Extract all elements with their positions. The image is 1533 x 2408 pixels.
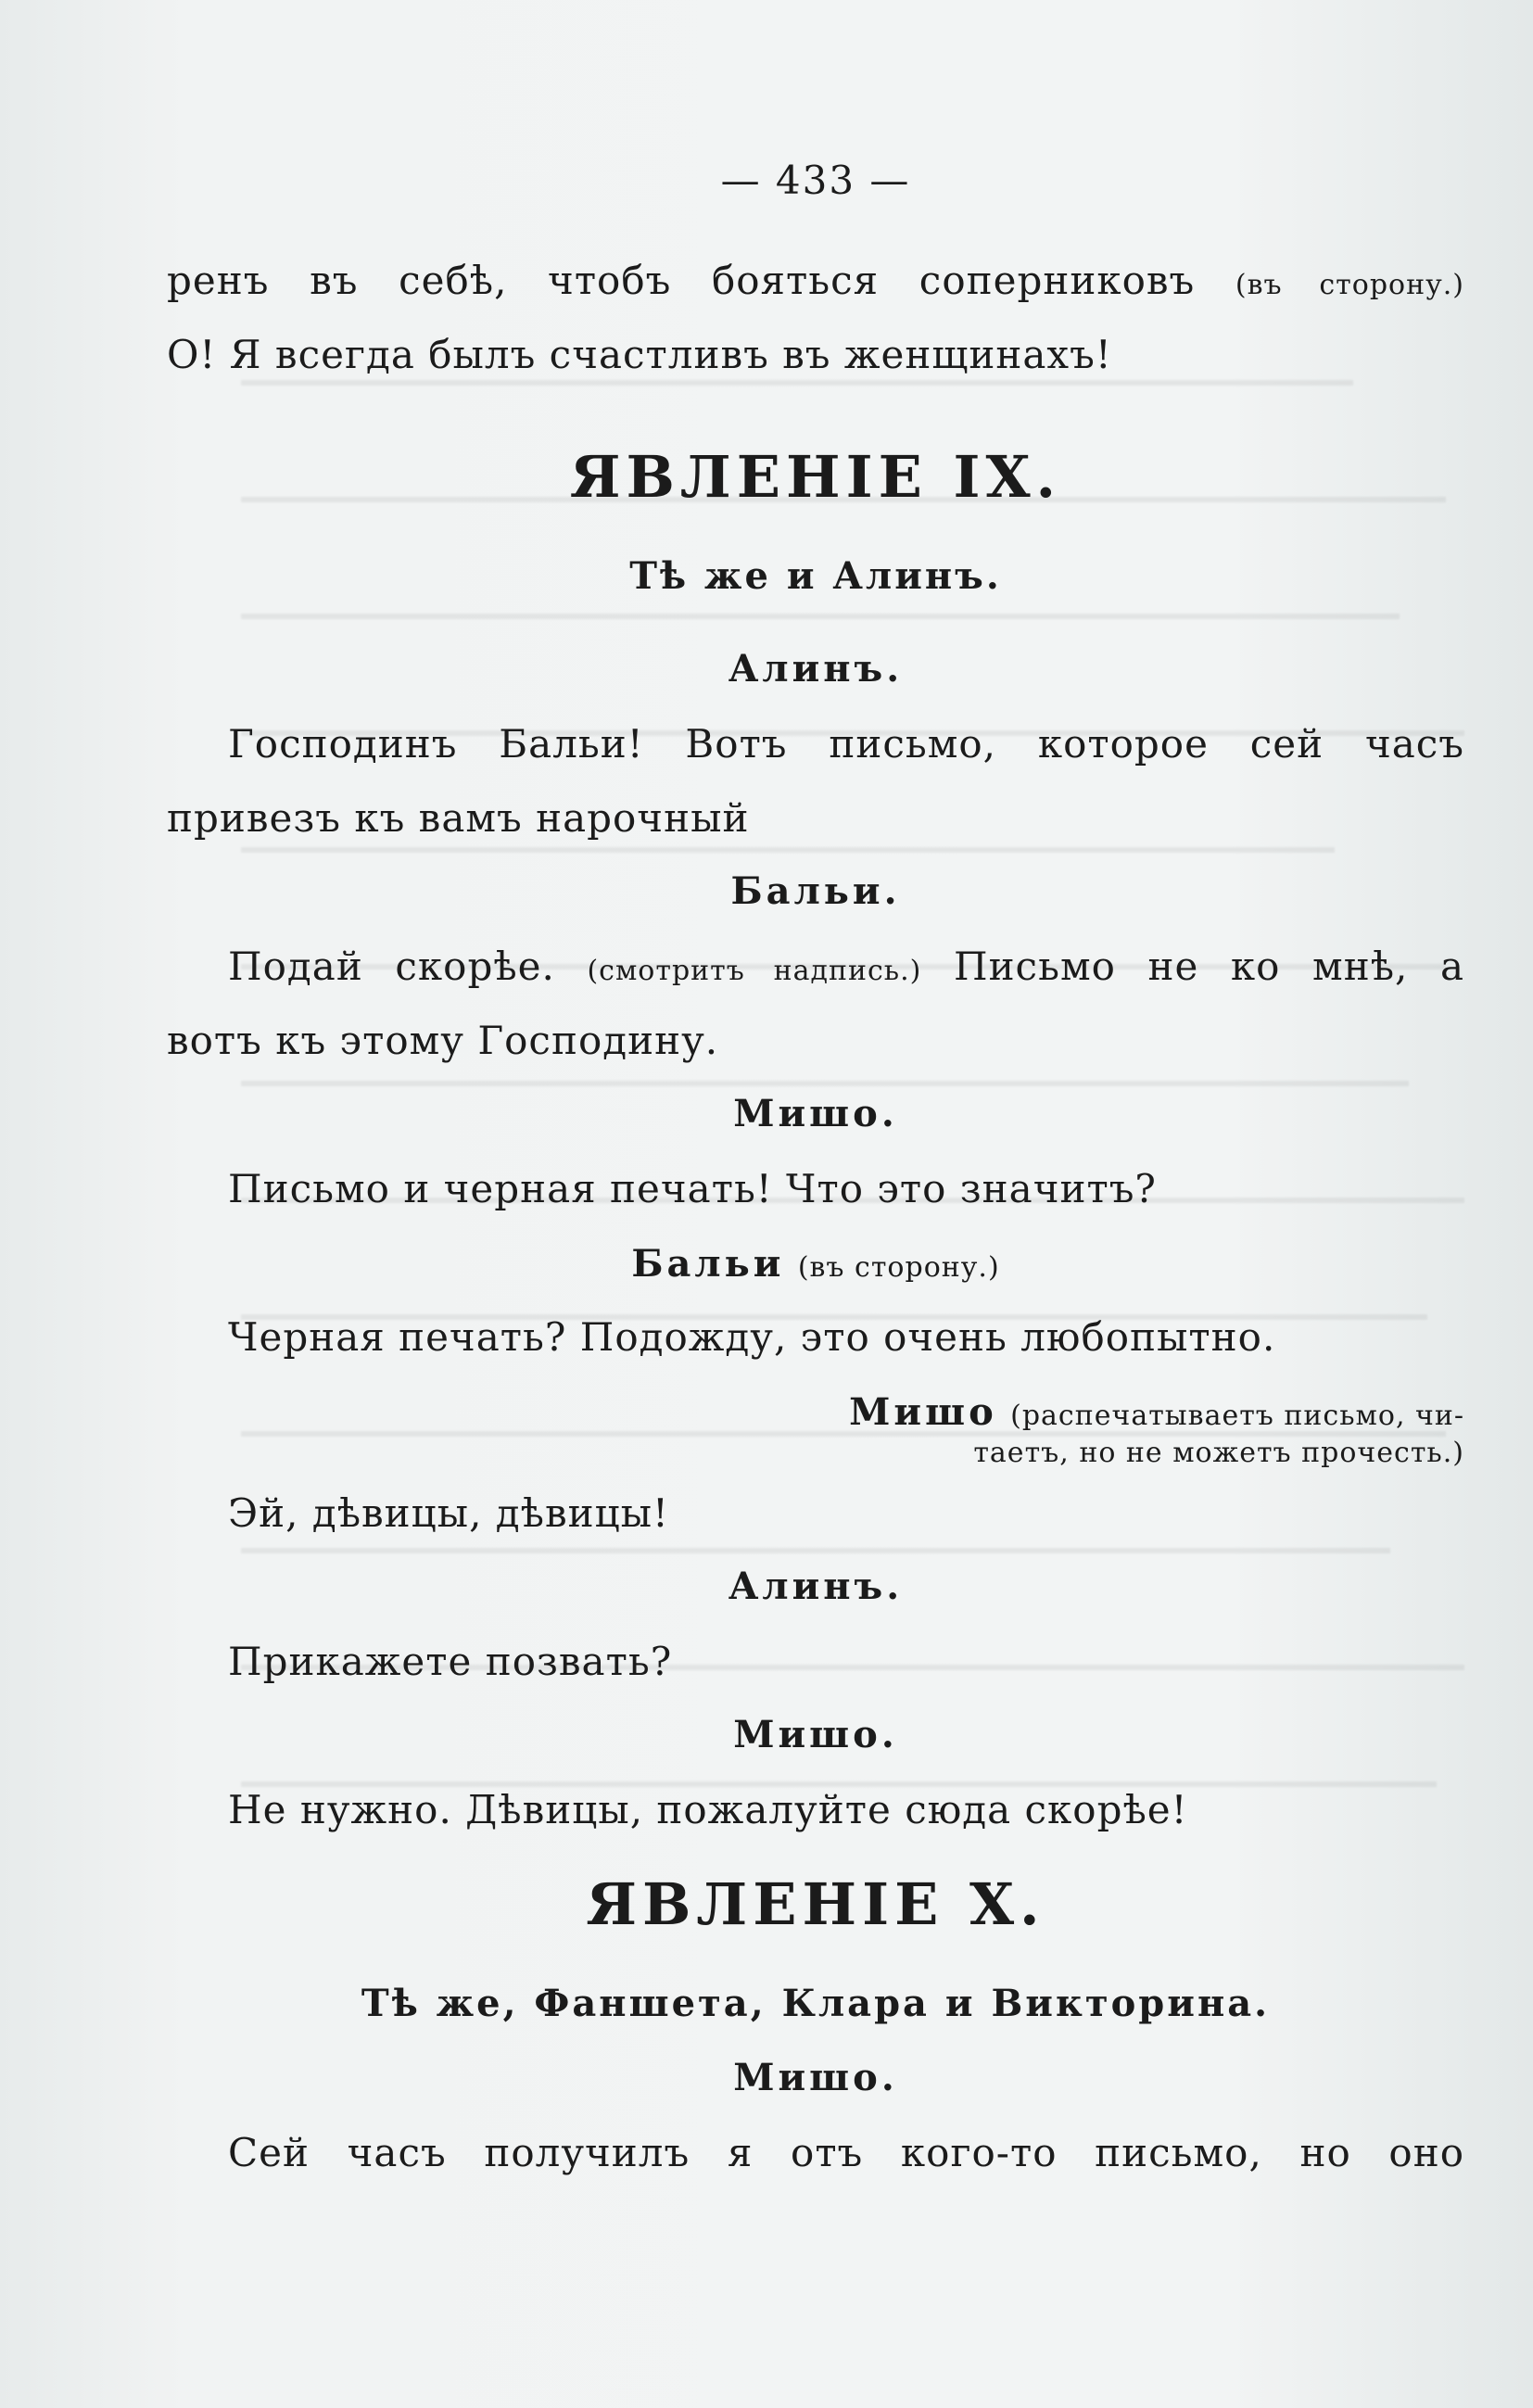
cast-line: Тѣ же и Алинъ. [629, 554, 1002, 598]
speaker-line [167, 1240, 1464, 1286]
text-line: Черная печать? Подожду, это очень любопытно. [228, 1314, 1276, 1360]
cast-line: Тѣ же, Фаншета, Клара и Викторина. [361, 1982, 1271, 2025]
speaker-line [167, 1388, 1464, 1434]
scene-heading: ЯВЛЕНІЕ X. [586, 1870, 1045, 1938]
speaker-name: Бальи. [730, 869, 901, 913]
speaker-name: Мишо. [733, 1092, 898, 1135]
page-number: — 433 — [720, 158, 911, 203]
text-line: Подай скорѣе. (смотритъ надпись.) Письмо не ко мнѣ, а [228, 944, 1464, 989]
speaker-name: Мишо [849, 1390, 997, 1434]
stage-direction: таетъ, но не можетъ прочесть.) [973, 1437, 1464, 1469]
speaker-name: Алинъ. [728, 647, 904, 691]
text-line: Не нужно. Дѣвицы, пожалуйте сюда скорѣе! [228, 1787, 1188, 1832]
stage-direction: (въ сторону.) [1235, 269, 1464, 301]
stage-direction: (распечатываетъ письмо, чи- [1010, 1400, 1464, 1432]
speaker-name: Мишо. [733, 2056, 898, 2099]
text-line: Господинъ Бальи! Вотъ письмо, которое сей часъ [228, 721, 1464, 767]
speaker-name: Бальи [631, 1242, 785, 1286]
text-line: вотъ къ этому Господину. [167, 1018, 719, 1063]
speaker-name: Алинъ. [728, 1565, 904, 1608]
scene-heading: ЯВЛЕНІЕ IX. [569, 443, 1062, 511]
stage-direction: (въ сторону.) [797, 1251, 1000, 1284]
text-line: ренъ въ себѣ, чтобъ бояться соперниковъ (въ сторону.) [167, 258, 1464, 303]
text-line: привезъ къ вамъ нарочный [167, 795, 750, 841]
stage-direction: (смотритъ надпись.) [587, 955, 922, 987]
text-line: Сей часъ получилъ я отъ кого-то письмо, но оно [228, 2130, 1464, 2175]
text-line: Эй, дѣвицы, дѣвицы! [228, 1490, 669, 1536]
bleed-through-texture [241, 306, 1483, 1843]
speaker-name: Мишо. [733, 1713, 898, 1756]
text-line: О! Я всегда былъ счастливъ въ женщинахъ! [167, 332, 1112, 377]
text-line: Письмо и черная печать! Что это значитъ? [228, 1166, 1157, 1211]
text-line: Прикажете позвать? [228, 1639, 673, 1684]
